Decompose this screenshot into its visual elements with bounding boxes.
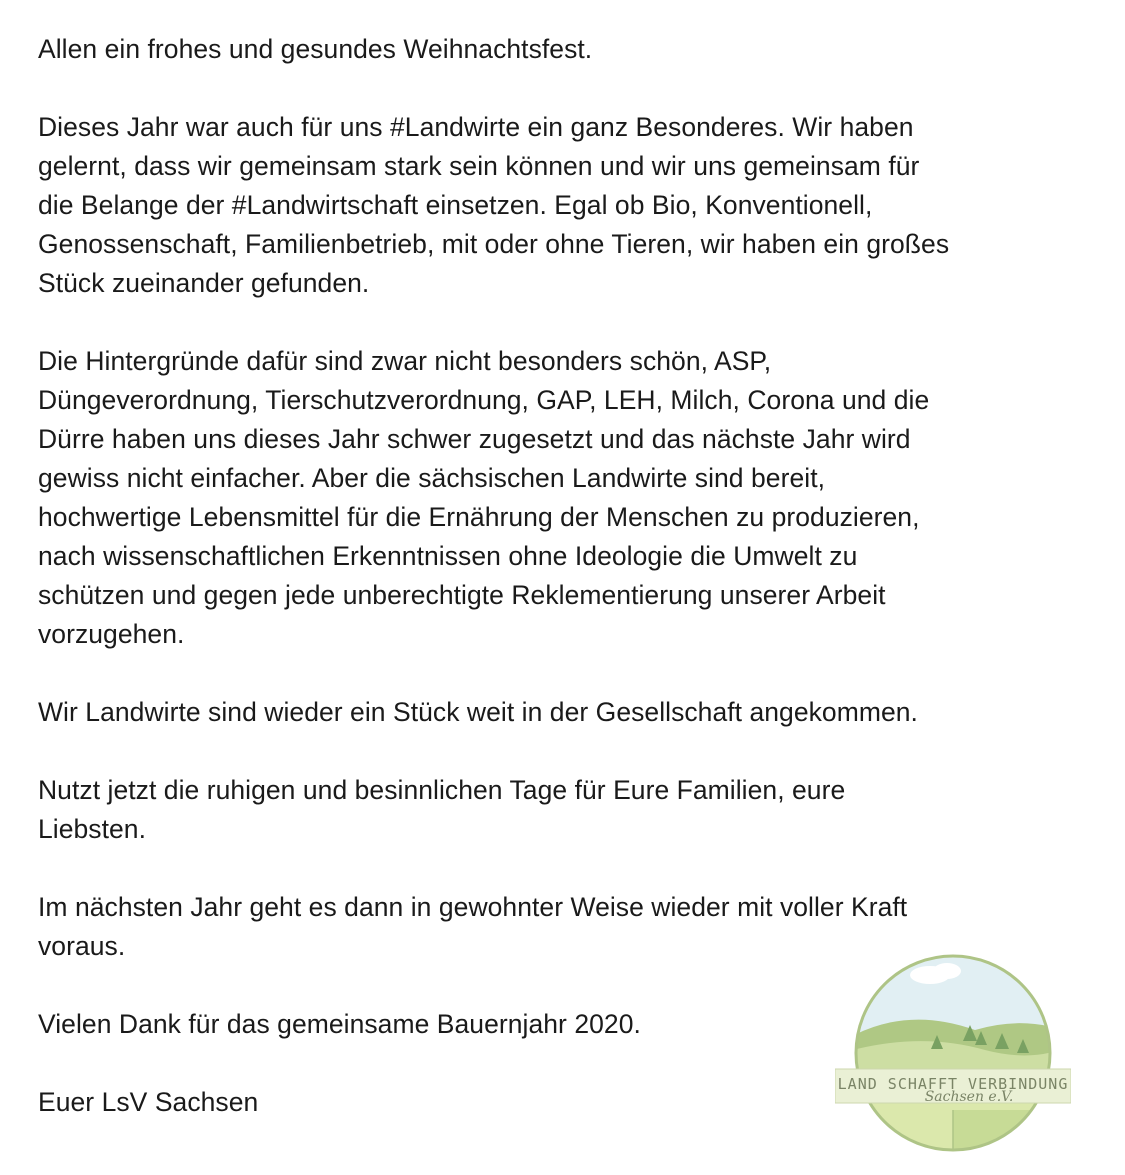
text-line: Dürre haben uns dieses Jahr schwer zugesetzt und das nächste Jahr wird	[38, 424, 911, 454]
text-line: Im nächsten Jahr geht es dann in gewohnter Weise wieder mit voller Kraft	[38, 892, 908, 922]
text-line: vorzugehen.	[38, 619, 185, 649]
greeting-line: Allen ein frohes und gesundes Weihnachtsfest.	[38, 34, 593, 64]
logo-field-dark	[953, 1110, 1071, 1160]
logo-sub-text: Sachsen e.V.	[924, 1089, 1014, 1105]
text-line: Dieses Jahr war auch für uns #Landwirte ein ganz Besonderes. Wir haben	[38, 112, 914, 142]
logo-banner-text: LAND SCHAFFT VERBINDUNG	[837, 1075, 1069, 1093]
text-line: Die Hintergründe dafür sind zwar nicht besonders schön, ASP,	[38, 346, 772, 376]
text-line: voraus.	[38, 931, 126, 961]
text-line: die Belange der #Landwirtschaft einsetzen. Egal ob Bio, Konventionell,	[38, 190, 873, 220]
paragraph-2	[38, 342, 1118, 654]
text-line: Nutzt jetzt die ruhigen und besinnlichen Tage für Eure Familien, eure	[38, 775, 846, 805]
signoff-line: Euer LsV Sachsen	[38, 1087, 259, 1117]
text-line: Düngeverordnung, Tierschutzverordnung, GAP, LEH, Milch, Corona und die	[38, 385, 930, 415]
paragraph-1	[38, 108, 1118, 303]
text-line: Liebsten.	[38, 814, 147, 844]
lsv-logo-graphic	[835, 945, 1071, 1160]
text-line: gewiss nicht einfacher. Aber die sächsischen Landwirte sind bereit,	[38, 463, 826, 493]
text-line: schützen und gegen jede unberechtigte Reklementierung unserer Arbeit	[38, 580, 886, 610]
text-line: Vielen Dank für das gemeinsame Bauernjahr 2020.	[38, 1009, 641, 1039]
paragraph-4	[38, 771, 1118, 849]
text-line: Wir Landwirte sind wieder ein Stück weit in der Gesellschaft angekommen.	[38, 697, 918, 727]
cloud-icon	[933, 963, 961, 979]
text-line: hochwertige Lebensmittel für die Ernährung der Menschen zu produzieren,	[38, 502, 920, 532]
paragraph-3	[38, 693, 1118, 732]
greeting-paragraph	[38, 30, 1118, 69]
text-line: gelernt, dass wir gemeinsam stark sein können und wir uns gemeinsam für	[38, 151, 920, 181]
lsv-logo	[835, 945, 1071, 1160]
text-line: Stück zueinander gefunden.	[38, 268, 370, 298]
text-line: Genossenschaft, Familienbetrieb, mit oder ohne Tieren, wir haben ein großes	[38, 229, 950, 259]
text-line: nach wissenschaftlichen Erkenntnissen ohne Ideologie die Umwelt zu	[38, 541, 858, 571]
